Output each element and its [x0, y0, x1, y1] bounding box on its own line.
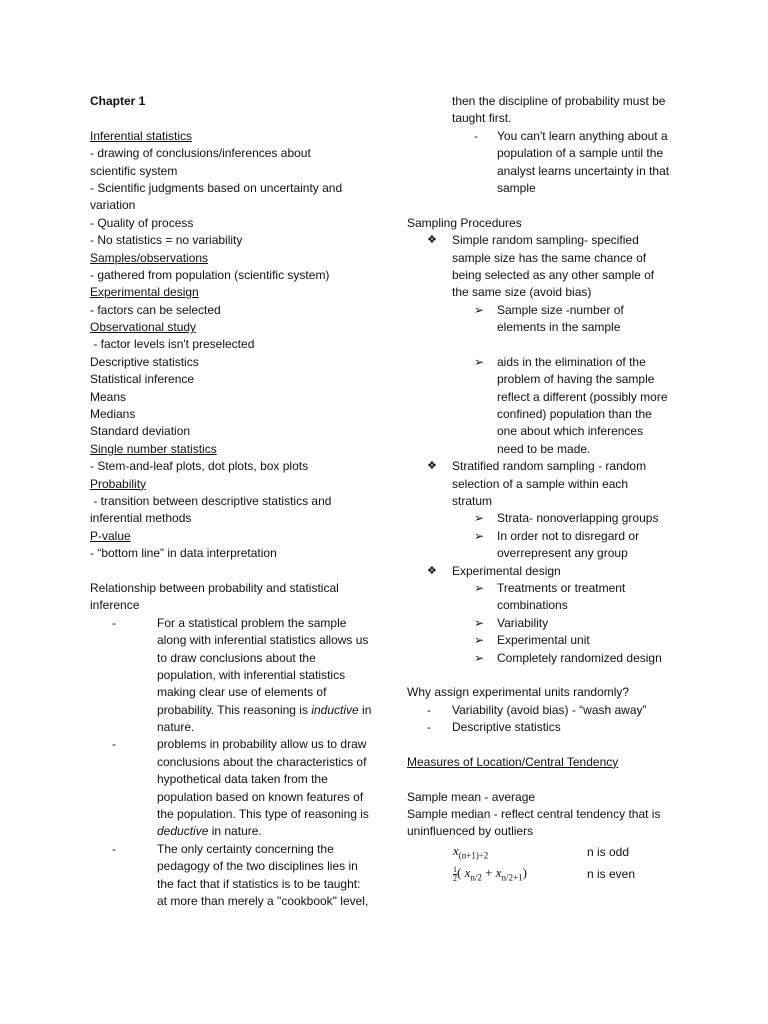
- list-line: along with inferential statistics allows us: [157, 633, 369, 648]
- body-line: - factors can be selected: [90, 302, 221, 317]
- right-column: [407, 93, 697, 885]
- formula-condition: n is even: [587, 866, 636, 881]
- arrow-bullet-icon: ➢: [474, 511, 485, 526]
- list-item: [407, 510, 697, 527]
- list-line: The only certainty concerning the: [157, 841, 334, 856]
- inferential-heading: Inferential statistics: [90, 128, 193, 143]
- list-line: conclusions about the characteristics of: [157, 754, 367, 769]
- list-item: [407, 528, 697, 563]
- body-line: then the discipline of probability must be: [452, 94, 666, 108]
- list-line: overrepresent any group: [497, 546, 628, 561]
- list-line: combinations: [497, 598, 568, 613]
- formula-subscript: (n+1)÷2: [458, 850, 489, 861]
- body-line: - gathered from population (scientific system): [90, 267, 330, 282]
- body-line: Sample mean - average: [407, 789, 536, 804]
- list-item: [407, 650, 697, 667]
- list-line: being selected as any other sample of: [452, 267, 655, 282]
- body-line: Standard deviation: [90, 424, 191, 439]
- arrow-bullet-icon: ➢: [474, 580, 485, 595]
- list-line: Experimental unit: [497, 633, 590, 648]
- text-run: in: [358, 702, 372, 717]
- dash-bullet: -: [474, 128, 478, 143]
- arrow-bullet-icon: ➢: [474, 528, 485, 543]
- samples-heading: Samples/observations: [90, 250, 209, 265]
- list-line: to draw conclusions about the: [157, 650, 316, 665]
- body-line: scientific system: [90, 163, 178, 178]
- list-line: confined) population than the: [497, 407, 652, 422]
- list-line: population based on known features of: [157, 789, 364, 804]
- list-line: sample size has the same chance of: [452, 250, 647, 265]
- list-line: [157, 702, 371, 719]
- list-line: reflect a different (possibly more: [497, 389, 668, 404]
- list-line: nature.: [157, 720, 195, 735]
- formula-paren: (: [457, 865, 462, 880]
- list-item: [407, 128, 697, 198]
- single-number-heading: Single number statistics: [90, 441, 217, 456]
- list-item: [407, 580, 697, 615]
- list-line: pedagogy of the two disciplines lies in: [157, 859, 358, 874]
- emphasis-text: inductive: [311, 702, 359, 717]
- list-item: [407, 232, 697, 302]
- list-line: population of a sample until the: [497, 146, 664, 161]
- list-item: [90, 736, 382, 840]
- pvalue-heading: P-value: [90, 528, 131, 543]
- formula-paren: ): [522, 865, 527, 880]
- list-line: elements in the sample: [497, 320, 621, 335]
- body-line: - Stem-and-leaf plots, dot plots, box plots: [90, 459, 309, 474]
- list-line: need to be made.: [497, 441, 591, 456]
- arrow-bullet-icon: ➢: [474, 633, 485, 648]
- list-line: Simple random sampling- specified: [452, 233, 639, 248]
- list-line: [157, 823, 369, 840]
- list-line: Completely randomized design: [497, 650, 662, 665]
- arrow-bullet-icon: ➢: [474, 302, 485, 317]
- probability-heading: Probability: [90, 476, 147, 491]
- list-line: making clear use of elements of: [157, 685, 327, 700]
- list-line: sample: [497, 180, 536, 195]
- dash-bullet: -: [427, 720, 431, 735]
- list-item: [407, 719, 697, 736]
- body-line: - factor levels isn't preselected: [90, 337, 255, 352]
- body-line: Descriptive statistics: [90, 354, 199, 369]
- arrow-bullet-icon: ➢: [474, 650, 485, 665]
- formula-condition: n is odd: [587, 844, 630, 859]
- formula-var: x: [495, 865, 502, 880]
- chapter-title: Chapter 1: [90, 94, 146, 108]
- experimental-heading: Experimental design: [90, 285, 199, 300]
- diamond-bullet-icon: ❖: [427, 460, 437, 473]
- list-item: [407, 632, 697, 649]
- formula-subscript: n/2+1: [501, 872, 523, 883]
- body-line: Means: [90, 389, 127, 404]
- list-line: the population. This type of reasoning is: [157, 807, 369, 822]
- list-line: Strata- nonoverlapping groups: [497, 511, 659, 526]
- body-line: Why assign experimental units randomly?: [407, 685, 630, 700]
- list-line: population, with inferential statistics: [157, 667, 346, 682]
- list-line: Stratified random sampling - random: [452, 459, 647, 474]
- list-line: Variability (avoid bias) - “wash away”: [452, 702, 647, 717]
- body-line: - drawing of conclusions/inferences about: [90, 146, 311, 161]
- body-line: - Quality of process: [90, 215, 194, 230]
- list-line: Variability: [497, 615, 549, 630]
- median-even-formula: [407, 863, 697, 885]
- dash-bullet: -: [427, 702, 431, 717]
- body-line: - Scientific judgments based on uncertainty and: [90, 180, 343, 195]
- list-line: Descriptive statistics: [452, 720, 561, 735]
- text-run: in nature.: [208, 824, 262, 839]
- formula-var: x: [453, 843, 459, 858]
- diamond-bullet-icon: ❖: [427, 234, 437, 247]
- list-line: at more than merely a "cookbook" level,: [157, 893, 369, 908]
- arrow-bullet-icon: ➢: [474, 615, 485, 630]
- list-line: For a statistical problem the sample: [157, 615, 347, 630]
- dash-bullet: -: [112, 737, 116, 752]
- list-line: Treatments or treatment: [497, 580, 626, 595]
- body-line: Sample median - reflect central tendency that is: [407, 807, 661, 822]
- body-line: Relationship between probability and statistical: [90, 580, 339, 595]
- body-line: variation: [90, 198, 136, 213]
- diamond-bullet-icon: ❖: [427, 564, 437, 577]
- arrow-bullet-icon: ➢: [474, 354, 485, 369]
- list-line: aids in the elimination of the: [497, 354, 646, 369]
- fraction-denominator: 2: [453, 873, 457, 883]
- body-line: inferential methods: [90, 511, 192, 526]
- list-line: one about which inferences: [497, 424, 644, 439]
- formula-expression: [407, 843, 587, 861]
- list-item: [407, 302, 697, 337]
- list-line: analyst learns uncertainty in that: [497, 163, 670, 178]
- list-line: the fact that if statistics is to be taught:: [157, 876, 361, 891]
- measures-heading: Measures of Location/Central Tendency: [407, 754, 619, 769]
- dash-bullet: -: [112, 615, 116, 630]
- list-item: [407, 354, 697, 458]
- body-line: Statistical inference: [90, 372, 195, 387]
- sampling-heading: Sampling Procedures: [407, 215, 522, 230]
- body-line: - No statistics = no variability: [90, 233, 243, 248]
- text-run: probability. This reasoning is: [157, 702, 312, 717]
- body-line: taught first.: [452, 111, 512, 126]
- list-line: hypothetical data taken from the: [157, 772, 328, 787]
- dash-bullet: -: [112, 841, 116, 856]
- list-item: [407, 615, 697, 632]
- list-item: [407, 563, 697, 580]
- body-line: - “bottom line” in data interpretation: [90, 546, 277, 561]
- list-line: Sample size -number of: [497, 302, 624, 317]
- observational-heading: Observational study: [90, 320, 197, 335]
- list-line: problems in probability allow us to draw: [157, 737, 367, 752]
- list-item: [90, 615, 382, 737]
- list-line: Experimental design: [452, 563, 561, 578]
- median-odd-formula: [407, 841, 697, 863]
- emphasis-text: deductive: [157, 824, 209, 839]
- body-line: uninfluenced by outliers: [407, 824, 534, 839]
- list-line: problem of having the sample: [497, 372, 655, 387]
- body-line: Medians: [90, 407, 136, 422]
- formula-subscript: n/2: [470, 872, 482, 883]
- formula-var: x: [464, 865, 471, 880]
- list-item: [90, 841, 382, 911]
- body-line: inference: [90, 598, 140, 613]
- list-line: In order not to disregard or: [497, 528, 640, 543]
- body-line: - transition between descriptive statistics and: [90, 493, 332, 508]
- list-item: [407, 702, 697, 719]
- fraction-numerator: 1: [453, 864, 457, 874]
- formula-expression: [407, 865, 587, 883]
- list-item: [407, 458, 697, 510]
- list-line: stratum: [452, 493, 493, 508]
- list-line: the same size (avoid bias): [452, 285, 592, 300]
- formula-operator: +: [481, 865, 496, 880]
- list-line: selection of a sample within each: [452, 476, 629, 491]
- list-line: You can't learn anything about a: [497, 128, 668, 143]
- left-column: [90, 93, 382, 910]
